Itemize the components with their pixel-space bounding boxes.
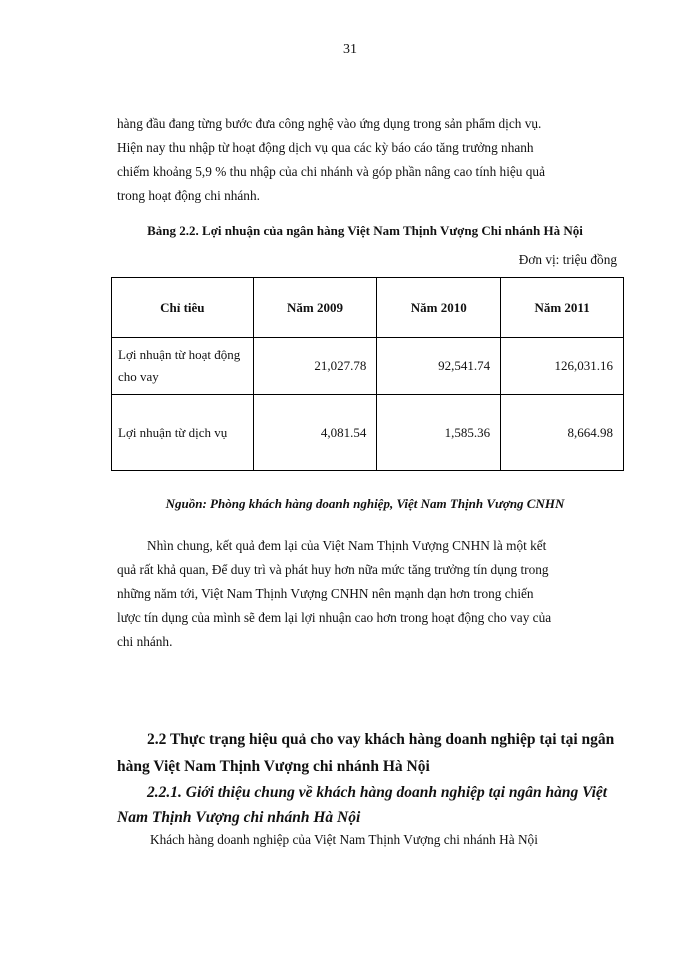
row-label: Lợi nhuận từ hoạt động cho vay (112, 338, 254, 395)
intro-line: Hiện nay thu nhập từ hoạt động dịch vụ qua các kỳ báo cáo tăng trưởng nhanh (117, 140, 534, 155)
table-cell: 1,585.36 (377, 395, 501, 471)
table-cell: 21,027.78 (253, 338, 377, 395)
intro-line: trong hoạt động chi nhánh. (117, 188, 260, 203)
table-cell: 4,081.54 (253, 395, 377, 471)
summary-line: những năm tới, Việt Nam Thịnh Vượng CNHN nên mạnh dạn hơn trong chiến (117, 586, 534, 601)
table-cell: 92,541.74 (377, 338, 501, 395)
table-header: Chỉ tiêu (112, 278, 254, 338)
summary-paragraph (117, 534, 617, 654)
table-row (112, 338, 624, 395)
intro-line: hàng đầu đang từng bước đưa công nghệ vào ứng dụng trong sản phẩm dịch vụ. (117, 116, 542, 131)
table-header: Năm 2009 (253, 278, 377, 338)
row-label: Lợi nhuận từ dịch vụ (112, 395, 254, 471)
intro-line: chiếm khoảng 5,9 % thu nhập của chi nhánh và góp phần nâng cao tính hiệu quả (117, 164, 545, 179)
profit-table (111, 277, 624, 471)
table-header: Năm 2011 (501, 278, 624, 338)
summary-line: lược tín dụng của mình sẽ đem lại lợi nhuận cao hơn trong hoạt động cho vay của (117, 610, 552, 625)
table-row (112, 395, 624, 471)
unit-label: Đơn vị: triệu đồng (518, 252, 617, 267)
table-header: Năm 2010 (377, 278, 501, 338)
subsection-heading: 2.2.1. Giới thiệu chung về khách hàng doanh nghiệp tại ngân hàng Việt Nam Thịnh Vượng chi nhánh Hà Nội (117, 784, 608, 826)
table-caption: Bảng 2.2. Lợi nhuận của ngân hàng Việt Nam Thịnh Vượng Chi nhánh Hà Nội (147, 223, 583, 238)
intro-paragraph (117, 112, 617, 208)
source-note: Nguồn: Phòng khách hàng doanh nghiệp, Việt Nam Thịnh Vượng CNHN (165, 496, 565, 511)
summary-line: Nhìn chung, kết quả đem lại của Việt Nam Thịnh Vượng CNHN là một kết (147, 538, 547, 553)
summary-line: chi nhánh. (117, 634, 173, 649)
table-header-row (112, 278, 624, 338)
body-text-line: Khách hàng doanh nghiệp của Việt Nam Thịnh Vượng chi nhánh Hà Nội (150, 832, 538, 847)
page-number: 31 (343, 42, 357, 57)
summary-line: quả rất khả quan, Để duy trì và phát huy hơn nữa mức tăng trưởng tín dụng trong (117, 562, 549, 577)
section-heading: 2.2 Thực trạng hiệu quả cho vay khách hàng doanh nghiệp tại tại ngân hàng Việt Nam Thịnh Vượng chi nhánh Hà Nội (117, 731, 615, 775)
table-cell: 126,031.16 (501, 338, 624, 395)
table-cell: 8,664.98 (501, 395, 624, 471)
